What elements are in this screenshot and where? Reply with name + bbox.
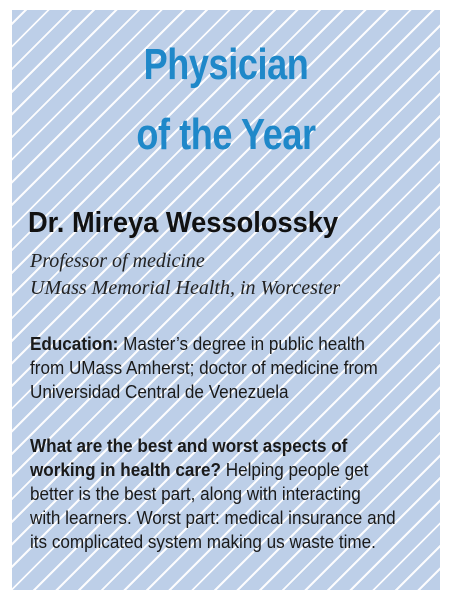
education-line-1 — [30, 332, 408, 356]
question-line-1: What are the best and worst aspects of — [30, 436, 348, 456]
education-text-2: from UMass Amherst; doctor of medicine from — [30, 358, 378, 378]
title-line-1: Physician — [143, 40, 309, 89]
qa-paragraph — [30, 434, 428, 554]
education-paragraph — [30, 332, 428, 404]
answer-text-3: with learners. Worst part: medical insurance and — [30, 508, 396, 528]
question-line-2: working in health care? — [30, 460, 221, 480]
title-line-2: of the Year — [136, 110, 316, 159]
answer-text-4: its complicated system making us waste time. — [30, 532, 376, 552]
person-name: Dr. Mireya Wessolossky — [28, 207, 339, 239]
education-label: Education: — [30, 334, 119, 354]
answer-text-2: better is the best part, along with interacting — [30, 484, 361, 504]
answer-text-1: Helping people get — [225, 460, 369, 480]
qa-line-2 — [30, 458, 408, 482]
education-text-1: Master’s degree in public health — [123, 334, 365, 354]
profile-card — [12, 10, 440, 590]
person-role: Professor of medicine — [30, 250, 205, 272]
education-text-3: Universidad Central de Venezuela — [30, 382, 289, 402]
person-affiliation: UMass Memorial Health, in Worcester — [30, 277, 341, 299]
